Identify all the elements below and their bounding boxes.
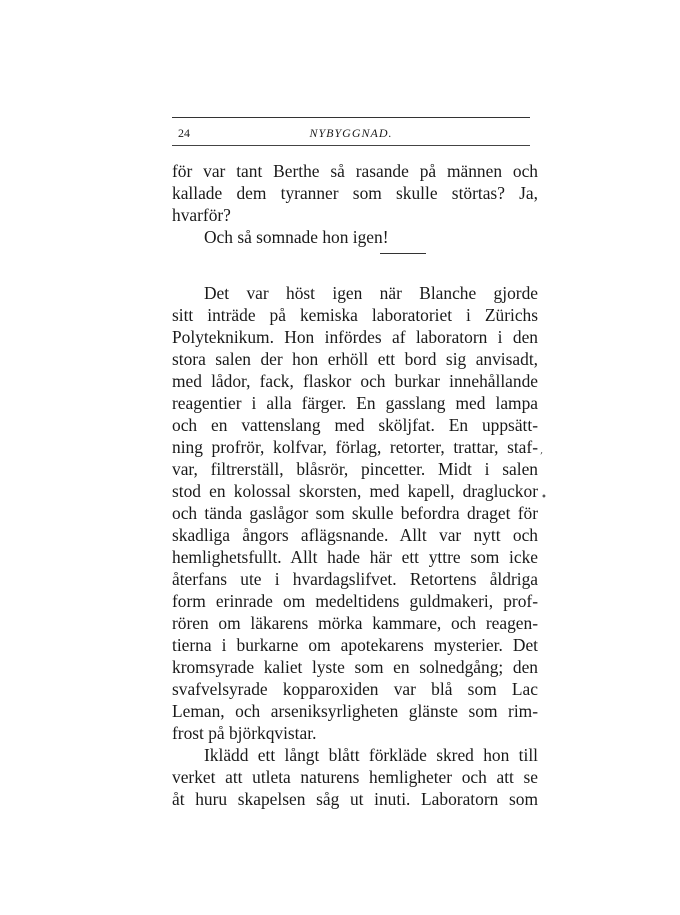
text-line: stora salen der hon erhöll ett bord sig anvisadt,: [172, 349, 538, 369]
text-line: sitt inträde på kemiska laboratoriet i Zürichs: [172, 305, 538, 325]
text-line: kallade dem tyranner som skulle störtas? Ja,: [172, 183, 538, 203]
paragraph: [172, 226, 538, 248]
paragraph: [172, 744, 538, 810]
page-header: [172, 126, 530, 144]
margin-speck: •: [541, 492, 547, 503]
text-line: form erinrade om medeltidens guldmakeri, prof-: [172, 591, 538, 611]
running-title: NYBYGGNAD.: [309, 126, 393, 140]
text-line: svafvelsyrade kopparoxiden var blå som Lac: [172, 679, 538, 699]
text-line: återfans ute i hvardagslifvet. Retortens åldriga: [172, 569, 538, 589]
text-line: Leman, och arseniksyrligheten glänste som rim-: [172, 701, 538, 721]
text-line: för var tant Berthe så rasande på männen och: [172, 161, 538, 181]
text-line: och en vattenslang med sköljfat. En uppsätt-: [172, 415, 538, 435]
text-line: tierna i burkarne om apotekarens mysterier. Det: [172, 635, 538, 655]
text-line: var, filtrerställ, blåsrör, pincetter. Midt i salen: [172, 459, 538, 479]
text-line: Polyteknikum. Hon infördes af laboratorn i den: [172, 327, 538, 347]
section-divider-wrap: [172, 248, 538, 296]
body-text: [172, 160, 538, 810]
text-line: frost på björkqvistar.: [172, 723, 317, 743]
header-top-rule: [172, 117, 530, 118]
text-line: med lådor, fack, flaskor och burkar innehållande: [172, 371, 538, 391]
paragraph: [172, 160, 538, 226]
section-divider: [380, 253, 426, 254]
text-line: verket att utleta naturens hemligheter och att se: [172, 767, 538, 787]
text-line: åt huru skapelsen såg ut inuti. Laboratorn som: [172, 789, 538, 809]
text-line: skadliga ångors aflägsnande. Allt var nytt och: [172, 525, 538, 545]
text-line: hvarför?: [172, 205, 231, 225]
margin-speck: ,: [540, 445, 544, 456]
header-bottom-rule: [172, 145, 530, 146]
text-line: hemlighetsfullt. Allt hade här ett yttre som icke: [172, 547, 538, 567]
text-line: stod en kolossal skorsten, med kapell, dragluckor: [172, 481, 538, 501]
text-line: reagentier i alla färger. En gasslang med lampa: [172, 393, 538, 413]
text-line: Det var höst igen när Blanche gjorde: [204, 283, 538, 303]
text-line: rören om läkarens mörka kammare, och reagen-: [172, 613, 538, 633]
page-number: 24: [178, 126, 190, 140]
text-line: Iklädd ett långt blått förkläde skred hon till: [204, 745, 538, 765]
text-line: kromsyrade kaliet lyste som en solnedgång; den: [172, 657, 538, 677]
text-line: och tända gaslågor som skulle befordra draget för: [172, 503, 538, 523]
paragraph: [172, 282, 538, 744]
text-line: ning profrör, kolfvar, förlag, retorter, trattar, staf-: [172, 437, 538, 457]
text-line: Och så somnade hon igen!: [204, 227, 389, 247]
